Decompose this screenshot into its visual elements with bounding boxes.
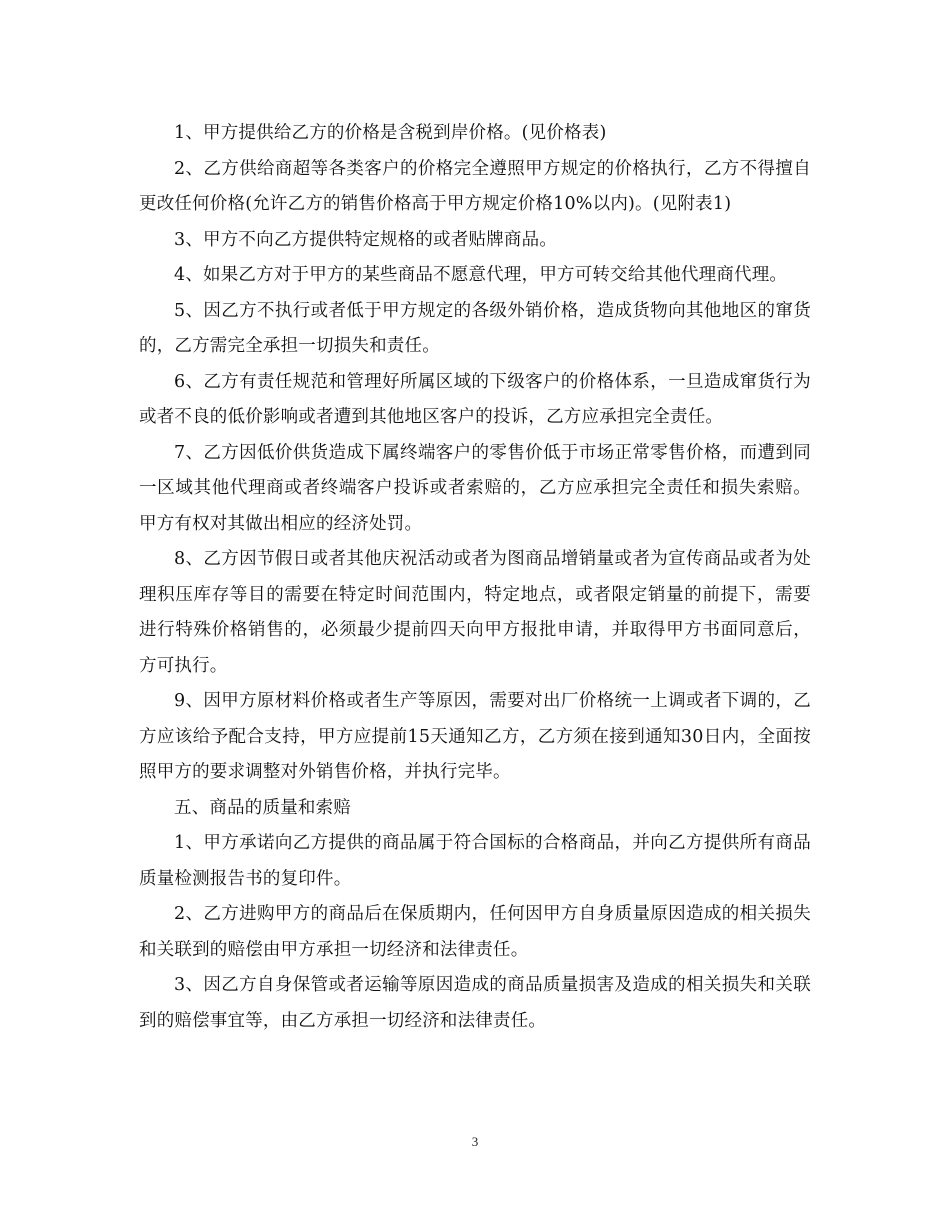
clause-4-7-low-price-claims: 7、乙方因低价供货造成下属终端客户的零售价低于市场正常零售价格，而遭到同一区域其他代理商或者终端客户投诉或者索赔的，乙方应承担完全责任和损失索赔。甲方有权对其做出相应的经济处罚。 xyxy=(139,442,811,534)
clause-4-9-price-adjustment: 9、因甲方原材料价格或者生产等原因，需要对出厂价格统一上调或者下调的，乙方应该给予配合支持，甲方应提前15天通知乙方，乙方须在接到通知30日内，全面按照甲方的要求调整对外销售价格，并执行完毕。 xyxy=(139,691,811,782)
page-number: 3 xyxy=(471,1134,479,1149)
document-body xyxy=(139,116,811,1039)
clause-4-1-price-basis: 1、甲方提供给乙方的价格是含税到岸价格。(见价格表) xyxy=(174,123,607,143)
clause-4-4-transfer-agency: 4、如果乙方对于甲方的某些商品不愿意代理，甲方可转交给其他代理商代理。 xyxy=(174,265,788,285)
clause-5-2-seller-liability: 2、乙方进购甲方的商品后在保质期内，任何因甲方自身质量原因造成的相关损失和关联到的赔偿由甲方承担一切经济和法律责任。 xyxy=(139,904,811,960)
clause-4-8-special-promotions: 8、乙方因节假日或者其他庆祝活动或者为图商品增销量或者为宣传商品或者为处理积压库存等目的需要在特定时间范围内，特定地点，或者限定销量的前提下，需要进行特殊价格销售的，必须最少提前四天向甲方报批申请，并取得甲方书面同意后，方可执行。 xyxy=(139,549,811,676)
clause-4-5-cross-region-sales: 5、因乙方不执行或者低于甲方规定的各级外销价格，造成货物向其他地区的窜货的，乙方需完全承担一切损失和责任。 xyxy=(139,300,811,356)
clause-5-1-quality-guarantee: 1、甲方承诺向乙方提供的商品属于符合国标的合格商品，并向乙方提供所有商品质量检测报告书的复印件。 xyxy=(139,833,811,889)
clause-5-3-buyer-liability: 3、因乙方自身保管或者运输等原因造成的商品质量损害及造成的相关损失和关联到的赔偿事宜等，由乙方承担一切经济和法律责任。 xyxy=(139,975,811,1031)
clause-4-3-no-special-specs: 3、甲方不向乙方提供特定规格的或者贴牌商品。 xyxy=(174,229,558,250)
clause-4-6-price-system: 6、乙方有责任规范和管理好所属区域的下级客户的价格体系，一旦造成窜货行为或者不良的低价影响或者遭到其他地区客户的投诉，乙方应承担完全责任。 xyxy=(139,371,811,427)
section-heading-quality-claims: 五、商品的质量和索赔 xyxy=(174,797,351,818)
clause-4-2-price-compliance: 2、乙方供给商超等各类客户的价格完全遵照甲方规定的价格执行，乙方不得擅自更改任何价格(允许乙方的销售价格高于甲方规定价格10%以内)。(见附表1) xyxy=(139,158,811,214)
